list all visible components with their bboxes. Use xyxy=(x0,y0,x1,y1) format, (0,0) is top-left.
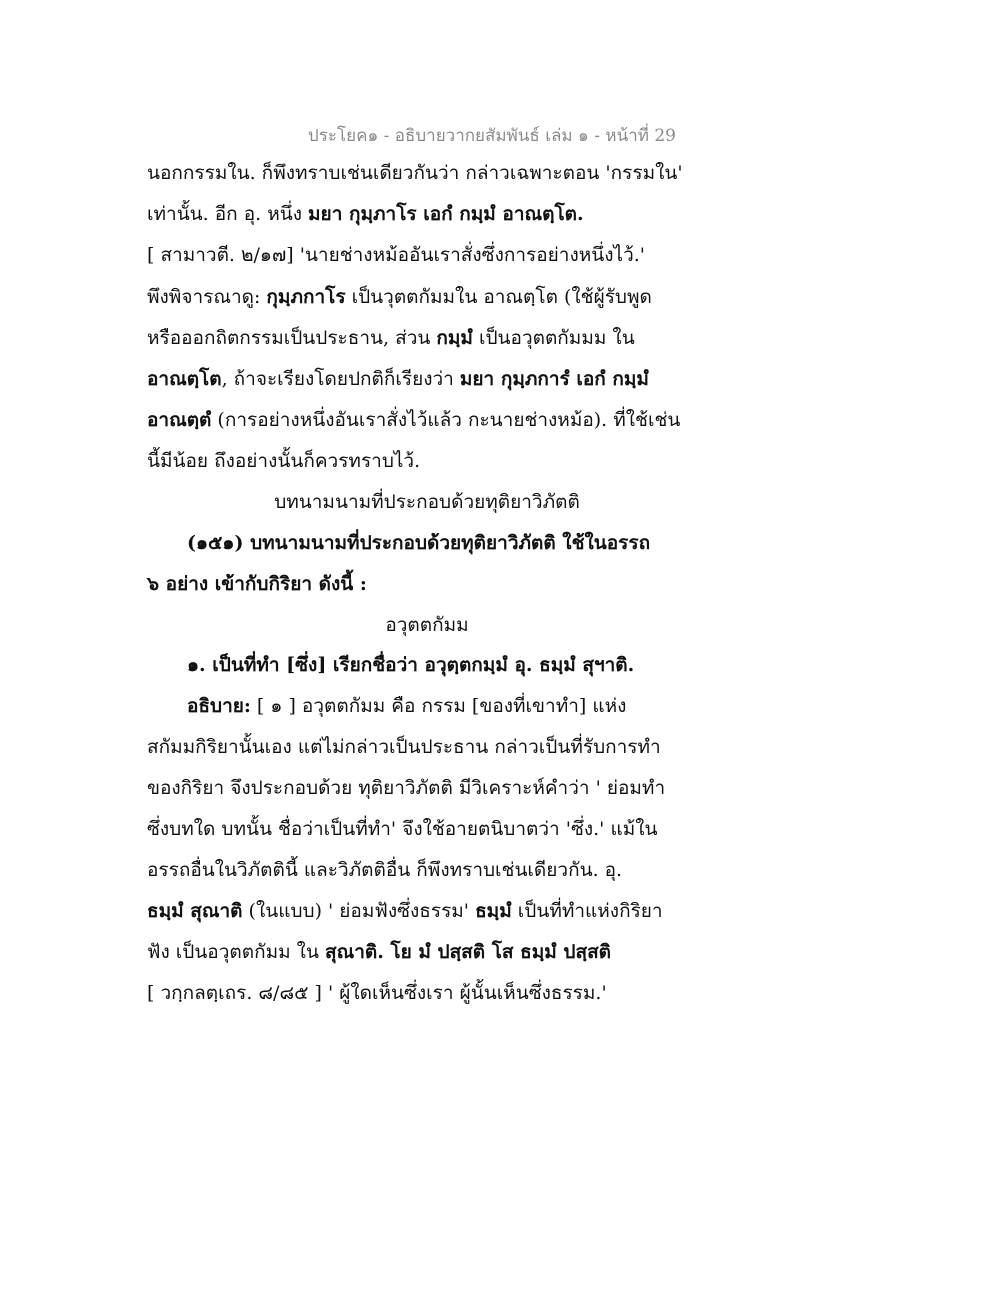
line-text: [ วกฺกลตฺเถร. ๘/๘๕ ] ' ผู้ใดเห็นซึ่งเรา ผู้นั้นเห็นซึ่งธรรม.' xyxy=(147,982,607,1004)
line-text: เป็นอวุตตกัมมม ใน xyxy=(472,327,635,349)
text-line xyxy=(147,734,707,760)
text-line xyxy=(147,816,707,842)
line-text: (ในแบบ) ' ย่อมฟังซึ่งธรรม' xyxy=(242,900,476,922)
text-line xyxy=(147,857,707,883)
text-line xyxy=(147,201,707,227)
line-text: นอกกรรมใน. ก็พึงทราบเช่นเดียวกันว่า กล่าวเฉพาะตอน 'กรรมใน' xyxy=(147,162,683,184)
text-line xyxy=(147,448,707,474)
line-text: [ สามาวตี. ๒/๑๗] 'นายช่างหม้ออันเราสั่งซึ่งการอย่างหนึ่งไว้.' xyxy=(147,244,645,266)
section-heading: บทนามนามที่ประกอบด้วยทุติยาวิภัตติ xyxy=(274,491,580,513)
text-line xyxy=(147,775,707,801)
rule-item: ๑. เป็นที่ทำ [ซึ่ง] เรียกชื่อว่า อวุตฺตกมฺมํ อุ. ธมฺมํ สุฯาติ. xyxy=(187,654,635,676)
text-line xyxy=(147,939,707,965)
line-text: [ ๑ ] อวุตตกัมม คือ กรรม [ของที่เขาทำ] แห่ง xyxy=(250,695,627,717)
rule-heading-cont: ๖ อย่าง เข้ากับกิริยา ดังนี้ : xyxy=(147,573,367,595)
explanation-label: อธิบาย: xyxy=(187,695,251,717)
line-text: เท่านั้น. อีก อุ. หนึ่ง xyxy=(147,203,309,225)
line-text: ซึ่งบทใด บทนั้น ชื่อว่าเป็นที่ทำ' จึงใช้อายตนิบาตว่า 'ซึ่ง.' แม้ใน xyxy=(147,818,658,840)
text-line xyxy=(147,980,707,1006)
line-text: พึงพิจารณาดู: xyxy=(147,286,267,308)
line-text: หรือออกถิตกรรมเป็นประธาน, ส่วน xyxy=(147,327,437,349)
subsection-heading: อวุตตกัมม xyxy=(385,614,469,636)
line-text: (การอย่างหนึ่งอันเราสั่งไว้แล้ว กะนายช่างหม้อ). ที่ใช้เช่น xyxy=(211,409,681,431)
pali-example: สุณาติ. โย มํ ปสฺสติ โส ธมฺมํ ปสฺสติ xyxy=(324,941,611,963)
pali-term: อาณตฺตํ xyxy=(147,409,212,431)
line-text: สกัมมกิริยานั้นเอง แต่ไม่กล่าวเป็นประธาน กล่าวเป็นที่รับการทำ xyxy=(147,736,661,758)
line-text: เป็นที่ทำแห่งกิริยา xyxy=(511,900,663,922)
text-line xyxy=(147,242,707,268)
text-line xyxy=(187,693,747,719)
text-line xyxy=(147,898,707,924)
line-text: , ถ้าจะเรียงโดยปกติก็เรียงว่า xyxy=(221,368,460,390)
pali-example: มยา กุมฺภาโร เอกํ กมฺมํ อาณตฺโต. xyxy=(308,203,584,225)
running-header: ประโยค๑ - อธิบายวากยสัมพันธ์ เล่ม ๑ - หน้าที่ 29 xyxy=(307,126,676,146)
line-text: ฟัง เป็นอวุตตกัมม ใน xyxy=(147,941,325,963)
line-text: นี้มีน้อย ถึงอย่างนั้นก็ควรทราบไว้. xyxy=(147,450,421,472)
text-line xyxy=(147,407,707,433)
text-line xyxy=(147,284,707,310)
line-text: เป็นวุตตกัมมใน อาณตฺโต (ใช้ผู้รับพูด xyxy=(345,286,652,308)
line-text: ของกิริยา จึงประกอบด้วย ทุติยาวิภัตติ มีวิเคราะห์คำว่า ' ย่อมทำ xyxy=(147,777,666,799)
text-line xyxy=(147,366,707,392)
line-text: อรรถอื่นในวิภัตตินี้ และวิภัตติอื่น ก็พึงทราบเช่นเดียวกัน. อุ. xyxy=(147,859,623,881)
pali-term: อาณตฺโต xyxy=(147,368,222,390)
rule-heading: (๑๕๑) บทนามนามที่ประกอบด้วยทุติยาวิภัตติ ใช้ในอรรถ xyxy=(187,532,651,554)
pali-example: ธมฺมํ สุณาติ xyxy=(147,900,243,922)
pali-example: มยา กุมฺภการํ เอกํ กมฺมํ xyxy=(459,368,649,390)
text-line xyxy=(147,325,707,351)
text-line xyxy=(147,160,707,186)
pali-term: กมฺมํ xyxy=(436,327,473,349)
pali-term: ธมฺมํ xyxy=(475,900,512,922)
pali-term: กุมฺภกาโร xyxy=(266,286,346,308)
